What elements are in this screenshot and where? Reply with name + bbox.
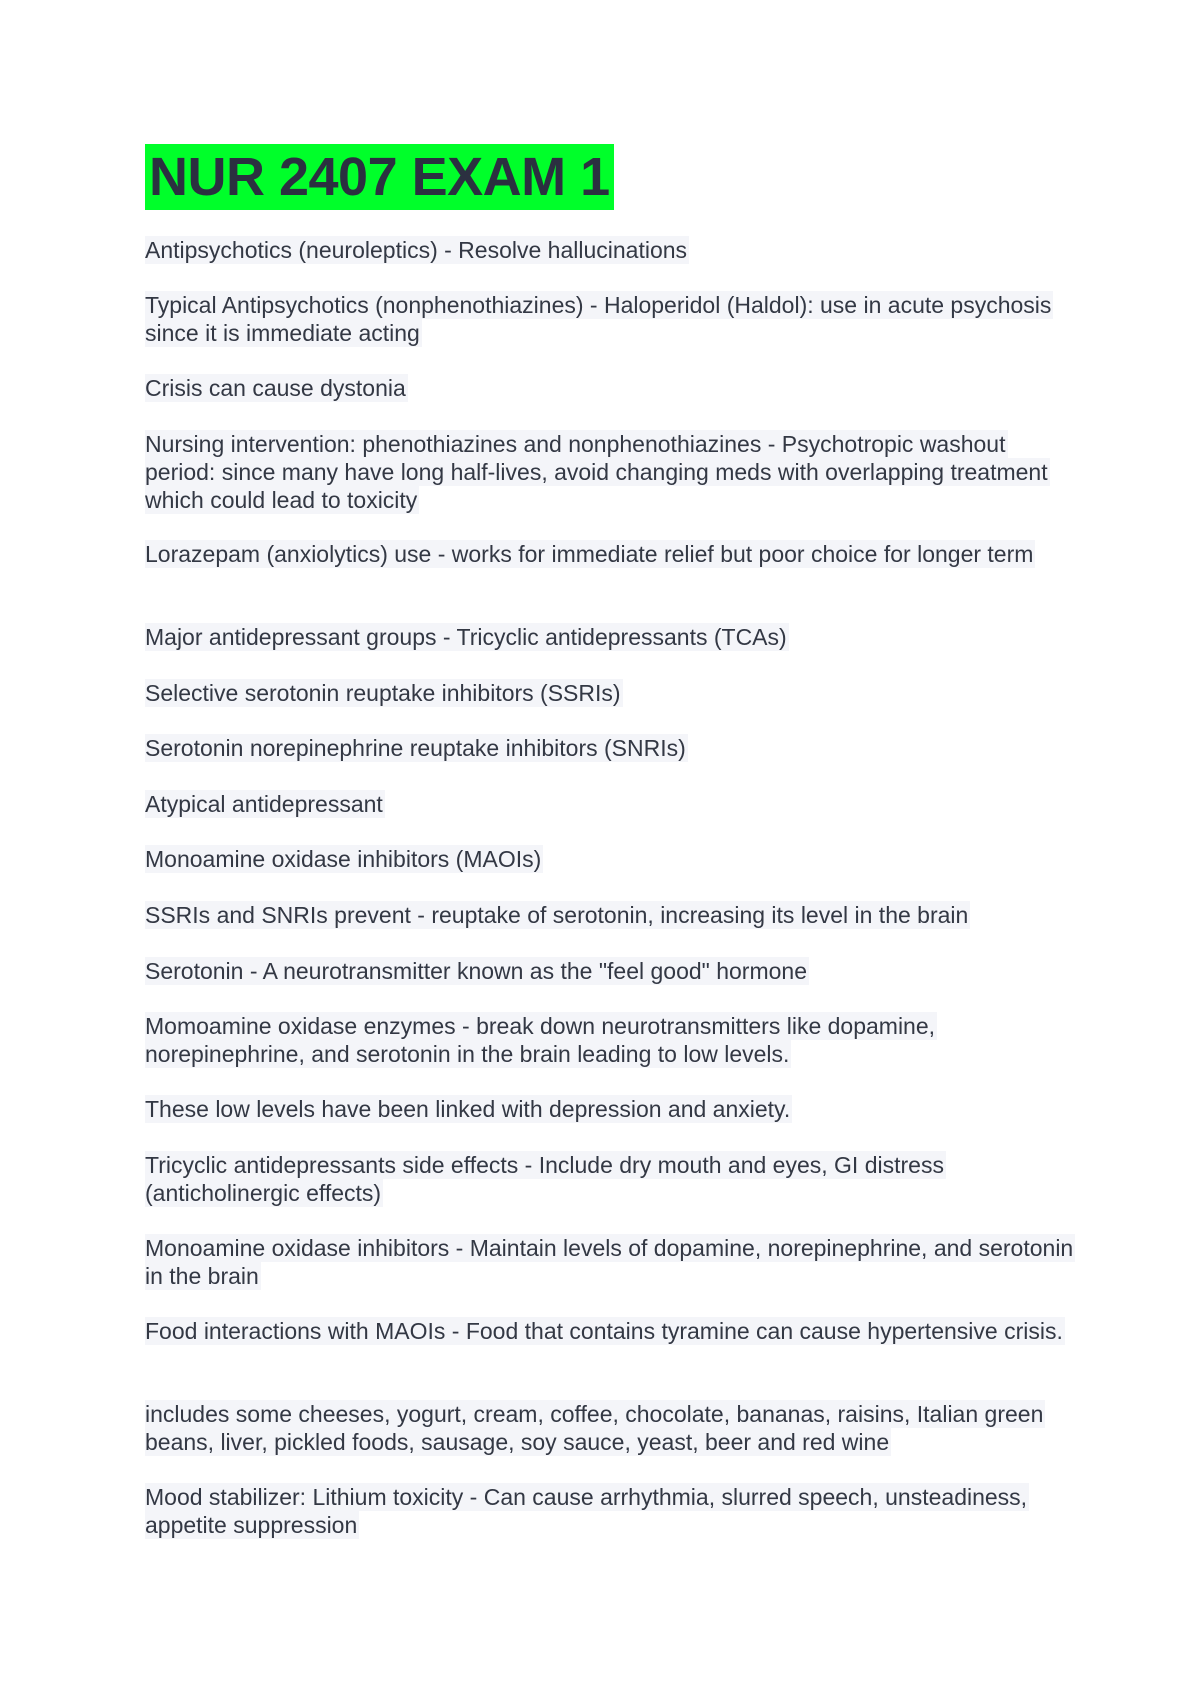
- note-text: Monoamine oxidase inhibitors (MAOIs): [145, 846, 542, 872]
- note-entry: [145, 1234, 1075, 1290]
- note-entry: [145, 901, 1075, 929]
- page-title: NUR 2407 EXAM 1: [145, 144, 614, 210]
- note-entry: [145, 734, 1075, 762]
- note-text: SSRIs and SNRIs prevent - reuptake of serotonin, increasing its level in the brain: [145, 902, 969, 928]
- note-entry: [145, 540, 1075, 568]
- note-text: Nursing intervention: phenothiazines and nonphenothiazines - Psychotropic washout period: since many have long half-lives, avoid changing meds with overlapping treatment which could lead to toxicity: [145, 431, 1048, 513]
- note-entry: [145, 1012, 1075, 1068]
- note-text: These low levels have been linked with depression and anxiety.: [145, 1096, 791, 1122]
- note-text: Antipsychotics (neuroleptics) - Resolve hallucinations: [145, 237, 688, 263]
- note-entry: [145, 623, 1075, 651]
- note-text: Tricyclic antidepressants side effects - Include dry mouth and eyes, GI distress (anticholinergic effects): [145, 1152, 944, 1206]
- note-entry: [145, 1317, 1075, 1345]
- note-entry: [145, 1151, 1075, 1207]
- note-entry: [145, 790, 1075, 818]
- note-entry: [145, 236, 1075, 264]
- note-text: Momoamine oxidase enzymes - break down neurotransmitters like dopamine, norepinephrine, and serotonin in the brain leading to low levels.: [145, 1013, 936, 1067]
- note-text: Major antidepressant groups - Tricyclic antidepressants (TCAs): [145, 624, 787, 650]
- note-text: Serotonin - A neurotransmitter known as the "feel good" hormone: [145, 958, 807, 984]
- note-text: includes some cheeses, yogurt, cream, coffee, chocolate, bananas, raisins, Italian green beans, liver, pickled foods, sausage, soy sauce, yeast, beer and red wine: [145, 1401, 1044, 1455]
- note-entry: [145, 291, 1075, 347]
- note-entry: [145, 1095, 1075, 1123]
- note-entry: [145, 1483, 1075, 1539]
- note-entry: [145, 845, 1075, 873]
- note-text: Typical Antipsychotics (nonphenothiazines) - Haloperidol (Haldol): use in acute psychosis since it is immediate acting: [145, 292, 1052, 346]
- note-entry: [145, 374, 1075, 402]
- note-text: Atypical antidepressant: [145, 791, 383, 817]
- note-entry: [145, 1400, 1075, 1456]
- note-text: Food interactions with MAOIs - Food that contains tyramine can cause hypertensive crisis.: [145, 1318, 1063, 1344]
- note-entry: [145, 430, 1075, 514]
- note-text: Monoamine oxidase inhibitors - Maintain levels of dopamine, norepinephrine, and serotonin in the brain: [145, 1235, 1074, 1289]
- note-text: Selective serotonin reuptake inhibitors (SSRIs): [145, 680, 621, 706]
- note-entry: [145, 679, 1075, 707]
- note-text: Lorazepam (anxiolytics) use - works for immediate relief but poor choice for longer term: [145, 541, 1034, 567]
- title-block: [145, 144, 614, 210]
- note-text: Crisis can cause dystonia: [145, 375, 406, 401]
- note-text: Serotonin norepinephrine reuptake inhibitors (SNRIs): [145, 735, 686, 761]
- note-text: Mood stabilizer: Lithium toxicity - Can cause arrhythmia, slurred speech, unsteadiness, appetite suppression: [145, 1484, 1028, 1538]
- note-entry: [145, 957, 1075, 985]
